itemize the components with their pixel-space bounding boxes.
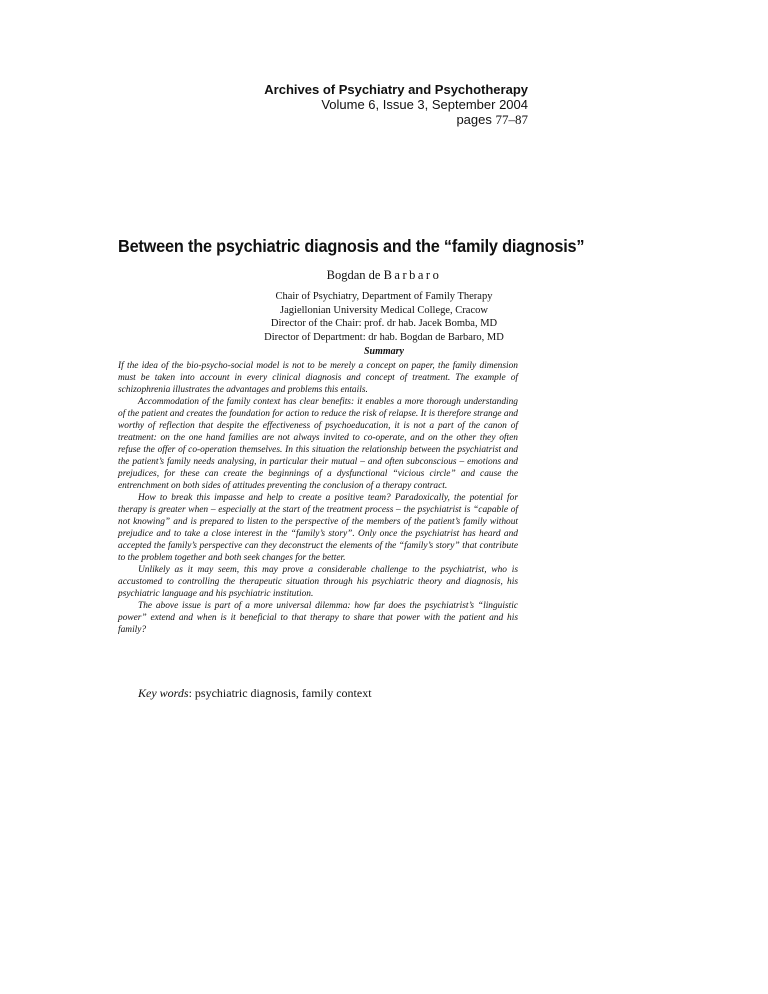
affiliation-line: Director of the Chair: prof. dr hab. Jacek Bomba, MD <box>270 318 498 329</box>
keywords-label: Key words <box>138 686 189 700</box>
journal-volume: Volume 6, Issue 3, September 2004 <box>321 97 528 112</box>
pages-label: pages <box>456 112 492 127</box>
keywords-line: Key words: psychiatric diagnosis, family context <box>138 686 372 700</box>
author-first-name: Bogdan de <box>326 268 381 282</box>
affiliation-line: Director of Department: dr hab. Bogdan de Barbaro, MD <box>264 331 504 343</box>
affiliation-block <box>118 290 650 344</box>
article-title: Between the psychiatric diagnosis and the “family diagnosis” <box>118 236 585 256</box>
summary-paragraph: Unlikely as it may seem, this may prove a considerable challenge to the psychiatrist, who is accustomed to controlling the therapeutic situation through his psychiatric theory and diagnosis, his psychiatric language and his psychiatric institution. <box>118 565 518 599</box>
journal-header <box>208 82 528 127</box>
journal-name: Archives of Psychiatry and Psychotherapy <box>264 82 528 97</box>
summary-paragraph: The above issue is part of a more universal dilemma: how far does the psychiatrist’s “linguistic power” extend and when is it beneficial to that therapy to share that power with the patient and his family? <box>118 601 518 635</box>
pages-range: 77–87 <box>495 112 528 127</box>
affiliation-line: Jagiellonian University Medical College, Cracow <box>280 304 488 316</box>
summary-heading: Summary <box>363 346 404 357</box>
summary-paragraph: How to break this impasse and help to create a positive team? Paradoxically, the potential for therapy is greater when – especially at the start of the treatment process – the psychiatrist is “capable of not knowing” and is prepared to listen to the perspective of the members of the patient’s family without prejudice and to take a close interest in the “family’s story”. Only once the psychiatrist has heard and accepted the family’s perspective can they deconstruct the elements of the “family’s story” that contribute to the problem together and both seek changes for the better. <box>118 493 518 563</box>
summary-abstract <box>118 360 518 636</box>
summary-paragraph: Accommodation of the family context has clear benefits: it enables a more thorough understanding of the patient and creates the foundation for action to reduce the risk of relapse. It is therefore strange and worthy of reflection that despite the effectiveness of psychoeducation, it is not a part of the canon of treatment: on the one hand families are not always invited to co-operate, and on the other they often refuse the offer of co-operation themselves. In this situation the relationship between the psychiatrist and the patient’s family needs analysing, in particular their mutual – and often subconscious – emotions and prejudices, for these can create the beginnings of a dysfunctional “vicious circle” and cause the entrenchment on both sides of attitudes preventing the conclusion of a therapy contract. <box>118 397 518 491</box>
author-surname: Barbaro <box>383 268 442 282</box>
author-name <box>118 268 650 283</box>
summary-paragraph: If the idea of the bio-psycho-social model is not to be merely a concept on paper, the family dimension must be taken into account in every clinical diagnosis and concept of treatment. The example of schizophrenia illustrates the advantages and problems this entails. <box>118 361 518 395</box>
keywords-value: psychiatric diagnosis, family context <box>194 686 372 700</box>
affiliation-line: Chair of Psychiatry, Department of Family Therapy <box>275 291 493 302</box>
journal-pages <box>208 112 528 127</box>
